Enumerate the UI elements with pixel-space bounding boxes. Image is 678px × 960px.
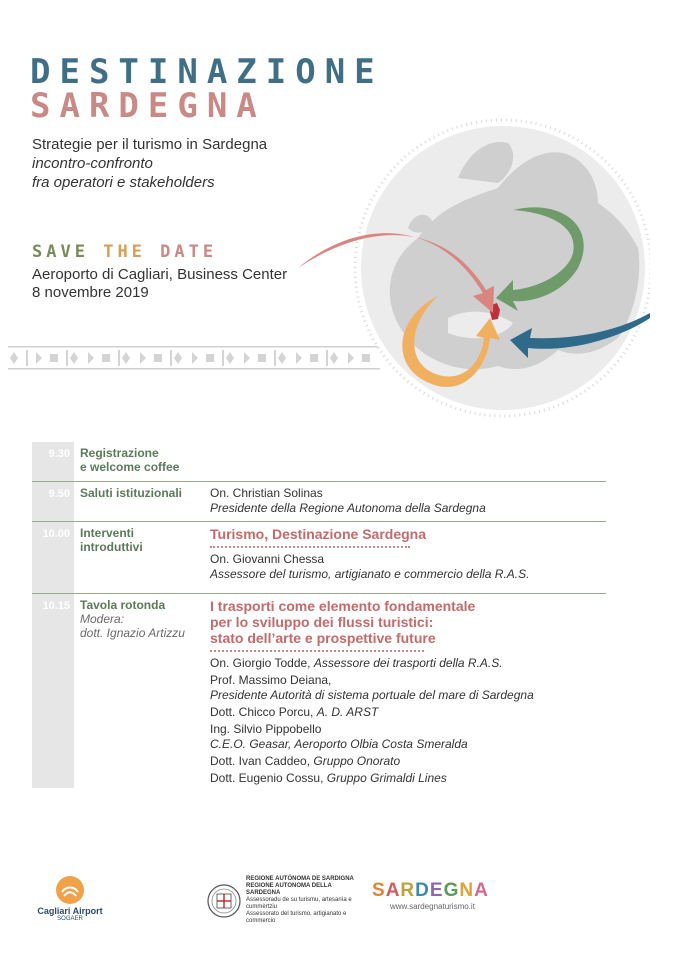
cagliari-airport-logo — [32, 876, 108, 922]
dotted-divider — [210, 546, 410, 548]
subtitle-block — [32, 135, 267, 192]
schedule-label — [74, 442, 210, 481]
schedule-label — [74, 522, 210, 593]
schedule-label: Saluti istituzionali — [80, 486, 183, 500]
schedule-row-intro — [32, 522, 606, 594]
panelist-role: Gruppo Grimaldi Lines — [326, 771, 447, 785]
label-line: introduttivi — [80, 540, 143, 554]
schedule-time: 9.30 — [32, 442, 74, 481]
region-name-italian: REGIONE AUTONOMA DELLA SARDEGNA — [246, 883, 332, 896]
schedule-content — [210, 594, 606, 788]
panelist-name: Ing. Silvio Pippobello — [210, 722, 322, 736]
panelist — [210, 673, 606, 703]
panelist — [210, 722, 606, 752]
speaker-name: On. Giovanni Chessa — [210, 552, 325, 566]
moderator-label: Modera: — [80, 612, 125, 626]
panelist — [210, 754, 606, 769]
region-text — [246, 876, 364, 925]
schedule-content — [210, 522, 606, 593]
schedule-label — [74, 594, 210, 788]
schedule-content — [210, 482, 606, 521]
the-word: THE — [103, 242, 146, 262]
panelist — [210, 771, 606, 786]
panelist-role: C.E.O. Geasar, Aeroporto Olbia Costa Smeralda — [210, 737, 468, 751]
subtitle-italic-1: incontro-confronto — [32, 155, 153, 172]
regional-coat-of-arms-icon — [206, 881, 242, 921]
session-topic: Turismo, Destinazione Sardegna — [210, 526, 427, 542]
panelist-role: A. D. ARST — [316, 705, 379, 719]
program-schedule — [32, 442, 606, 788]
speaker-role: Presidente della Regione Autonoma della Sardegna — [210, 501, 486, 515]
label-line: e welcome coffee — [80, 460, 180, 474]
title-destinazione: DESTINAZIONE — [30, 52, 384, 92]
panelist-name: On. Giorgio Todde, — [210, 656, 311, 670]
panelist-role: Presidente Autorità di sistema portuale del mare di Sardegna — [210, 688, 534, 702]
label-line: Registrazione — [80, 446, 159, 460]
regione-sardegna-logo — [206, 876, 364, 925]
dotted-divider — [210, 650, 424, 652]
schedule-row-registration — [32, 442, 606, 482]
europe-globe-illustration — [298, 118, 650, 418]
sardegna-brand-name: SARDEGNA — [372, 880, 489, 901]
airport-emblem-icon — [56, 876, 84, 904]
date-word: DATE — [160, 242, 218, 262]
save-the-date-heading — [32, 242, 217, 262]
schedule-time: 10.15 — [32, 594, 74, 788]
region-dept-italian: Assessorato del turismo, artigianato e commercio — [246, 911, 347, 924]
session-topic-line: I trasporti come elemento fondamentale — [210, 598, 476, 614]
subtitle-main: Strategie per il turismo in Sardegna — [32, 136, 268, 153]
panelist-name: Prof. Massimo Deiana, — [210, 673, 332, 687]
event-date: 8 novembre 2019 — [32, 284, 149, 301]
panelist-name: Dott. Chicco Porcu, — [210, 705, 314, 719]
panelist-role: Assessore dei trasporti della R.A.S. — [313, 656, 503, 670]
save-word: SAVE — [32, 242, 89, 262]
moderator-name: dott. Ignazio Artizzu — [80, 626, 185, 640]
schedule-time: 10.00 — [32, 522, 74, 593]
sardegna-brand-logo — [372, 880, 502, 911]
airport-sub: SOGAER — [57, 916, 83, 922]
schedule-row-round-table — [32, 594, 606, 788]
subtitle-italic-2: fra operatori e stakeholders — [32, 174, 215, 191]
venue-block — [32, 266, 287, 302]
panelist-name: Dott. Eugenio Cossu, — [210, 771, 324, 785]
panelist-role: Gruppo Onorato — [313, 754, 401, 768]
panelist — [210, 656, 606, 671]
session-topic-line: per lo sviluppo dei flussi turistici: — [210, 614, 434, 630]
schedule-row-greetings — [32, 482, 606, 522]
session-topic-line: stato dell’arte e prospettive future — [210, 630, 436, 646]
venue-location: Aeroporto di Cagliari, Business Center — [32, 266, 288, 283]
region-dept-sardinian: Assessoradu de su turismu, artesanìa e cummèrtziu — [246, 897, 352, 910]
title-sardegna: SARDEGNA — [30, 86, 266, 126]
label-line: Interventi — [80, 526, 135, 540]
panelist-name: Dott. Ivan Caddeo, — [210, 754, 311, 768]
sardegna-url-link[interactable]: www.sardegnaturismo.it — [390, 902, 475, 911]
label-line: Tavola rotonda — [80, 598, 166, 612]
schedule-time: 9.50 — [32, 482, 74, 521]
airport-name: Cagliari Airport — [37, 906, 103, 916]
region-name-sardinian: REGIONE AUTÒNOMA DE SARDIGNA — [246, 876, 354, 882]
panelist — [210, 705, 606, 720]
speaker-name: On. Christian Solinas — [210, 486, 323, 500]
speaker-role: Assessore del turismo, artigianato e commercio della R.A.S. — [210, 567, 530, 581]
footer-logos — [0, 876, 678, 926]
